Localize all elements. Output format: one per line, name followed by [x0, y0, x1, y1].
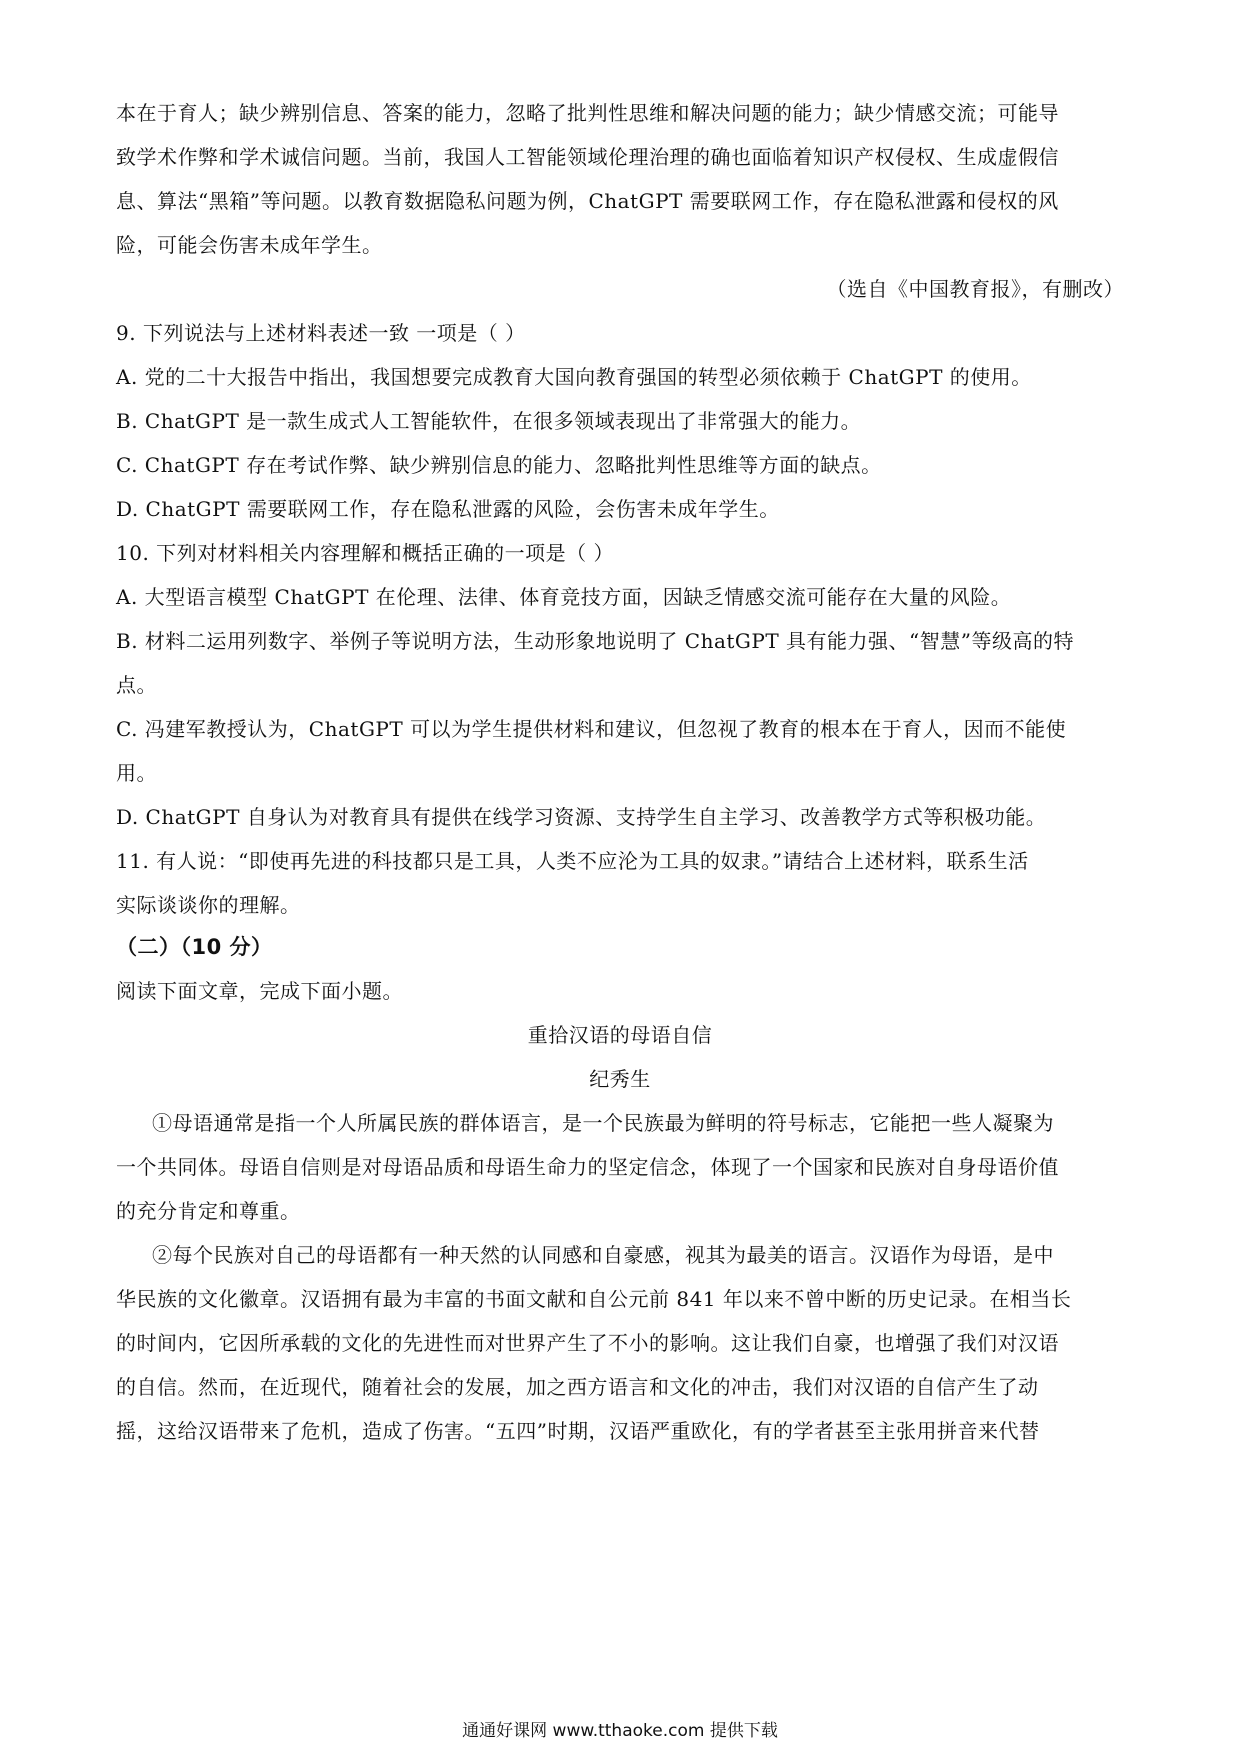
section-instruction: 阅读下面文章，完成下面小题。 — [116, 979, 403, 1003]
question-10-option-line: A. 大型语言模型 ChatGPT 在伦理、法律、体育竞技方面，因缺乏情感交流可能存在大量的风险。 — [116, 585, 1012, 609]
article-title: 重拾汉语的母语自信 — [527, 1023, 713, 1047]
section-heading: （二）（10 分） — [116, 935, 273, 959]
question-10-option-line: 点。 — [116, 673, 157, 697]
question-10-option-line: B. 材料二运用列数字、举例子等说明方法，生动形象地说明了 ChatGPT 具有能力强、“智慧”等级高的特 — [116, 629, 1074, 653]
paragraph-1-line: 一个共同体。母语自信则是对母语品质和母语生命力的坚定信念，体现了一个国家和民族对自身母语价值 — [116, 1155, 1059, 1179]
passage-line: 本在于育人；缺少辨别信息、答案的能力，忽略了批判性思维和解决问题的能力；缺少情感交流；可能导 — [116, 101, 1059, 125]
passage-line: 险，可能会伤害未成年学生。 — [116, 233, 383, 257]
page-footer: 通通好课网 www.tthaoke.com 提供下载 — [462, 1721, 778, 1741]
paragraph-1-line: 的充分肯定和尊重。 — [116, 1199, 301, 1223]
question-9-option-b: B. ChatGPT 是一款生成式人工智能软件，在很多领域表现出了非常强大的能力。 — [116, 409, 862, 433]
article-author: 纪秀生 — [589, 1067, 651, 1091]
question-9-stem: 9. 下列说法与上述材料表述一致 一项是（ ） — [116, 321, 526, 345]
passage-source: （选自《中国教育报》，有删改） — [826, 277, 1124, 301]
question-10-option-line: 用。 — [116, 761, 157, 785]
paragraph-2-line: 摇，这给汉语带来了危机，造成了伤害。“五四”时期，汉语严重欧化，有的学者甚至主张用拼音来代替 — [116, 1419, 1040, 1443]
passage-line: 致学术作弊和学术诚信问题。当前，我国人工智能领域伦理治理的确也面临着知识产权侵权、生成虚假信 — [116, 145, 1059, 169]
question-9-option-c: C. ChatGPT 存在考试作弊、缺少辨别信息的能力、忽略批判性思维等方面的缺点。 — [116, 453, 882, 477]
question-9-option-d: D. ChatGPT 需要联网工作，存在隐私泄露的风险，会伤害未成年学生。 — [116, 497, 780, 521]
paragraph-2-line: 的自信。然而，在近现代，随着社会的发展，加之西方语言和文化的冲击，我们对汉语的自信产生了动 — [116, 1375, 1039, 1399]
question-10-stem: 10. 下列对材料相关内容理解和概括正确的一项是（ ） — [116, 541, 615, 565]
paragraph-2-line: 的时间内，它因所承载的文化的先进性而对世界产生了不小的影响。这让我们自豪，也增强了我们对汉语 — [116, 1331, 1059, 1355]
question-9-option-a: A. 党的二十大报告中指出，我国想要完成教育大国向教育强国的转型必须依赖于 ChatGPT 的使用。 — [116, 365, 1032, 389]
question-11-line: 实际谈谈你的理解。 — [116, 893, 301, 917]
paragraph-2-line: 华民族的文化徽章。汉语拥有最为丰富的书面文献和自公元前 841 年以来不曾中断的历史记录。在相当长 — [116, 1287, 1072, 1311]
question-10-option-line: C. 冯建军教授认为，ChatGPT 可以为学生提供材料和建议，但忽视了教育的根本在于育人，因而不能使 — [116, 717, 1067, 741]
paragraph-2-line: ②每个民族对自己的母语都有一种天然的认同感和自豪感，视其为最美的语言。汉语作为母语，是中 — [152, 1243, 1054, 1267]
question-11-line: 11. 有人说：“即使再先进的科技都只是工具，人类不应沦为工具的奴隶。”请结合上述材料，联系生活 — [116, 849, 1029, 873]
paragraph-1-line: ①母语通常是指一个人所属民族的群体语言，是一个民族最为鲜明的符号标志，它能把一些人凝聚为 — [152, 1111, 1054, 1135]
passage-line: 息、算法“黑箱”等问题。以教育数据隐私问题为例，ChatGPT 需要联网工作，存在隐私泄露和侵权的风 — [116, 189, 1059, 213]
question-10-option-line: D. ChatGPT 自身认为对教育具有提供在线学习资源、支持学生自主学习、改善教学方式等积极功能。 — [116, 805, 1047, 829]
